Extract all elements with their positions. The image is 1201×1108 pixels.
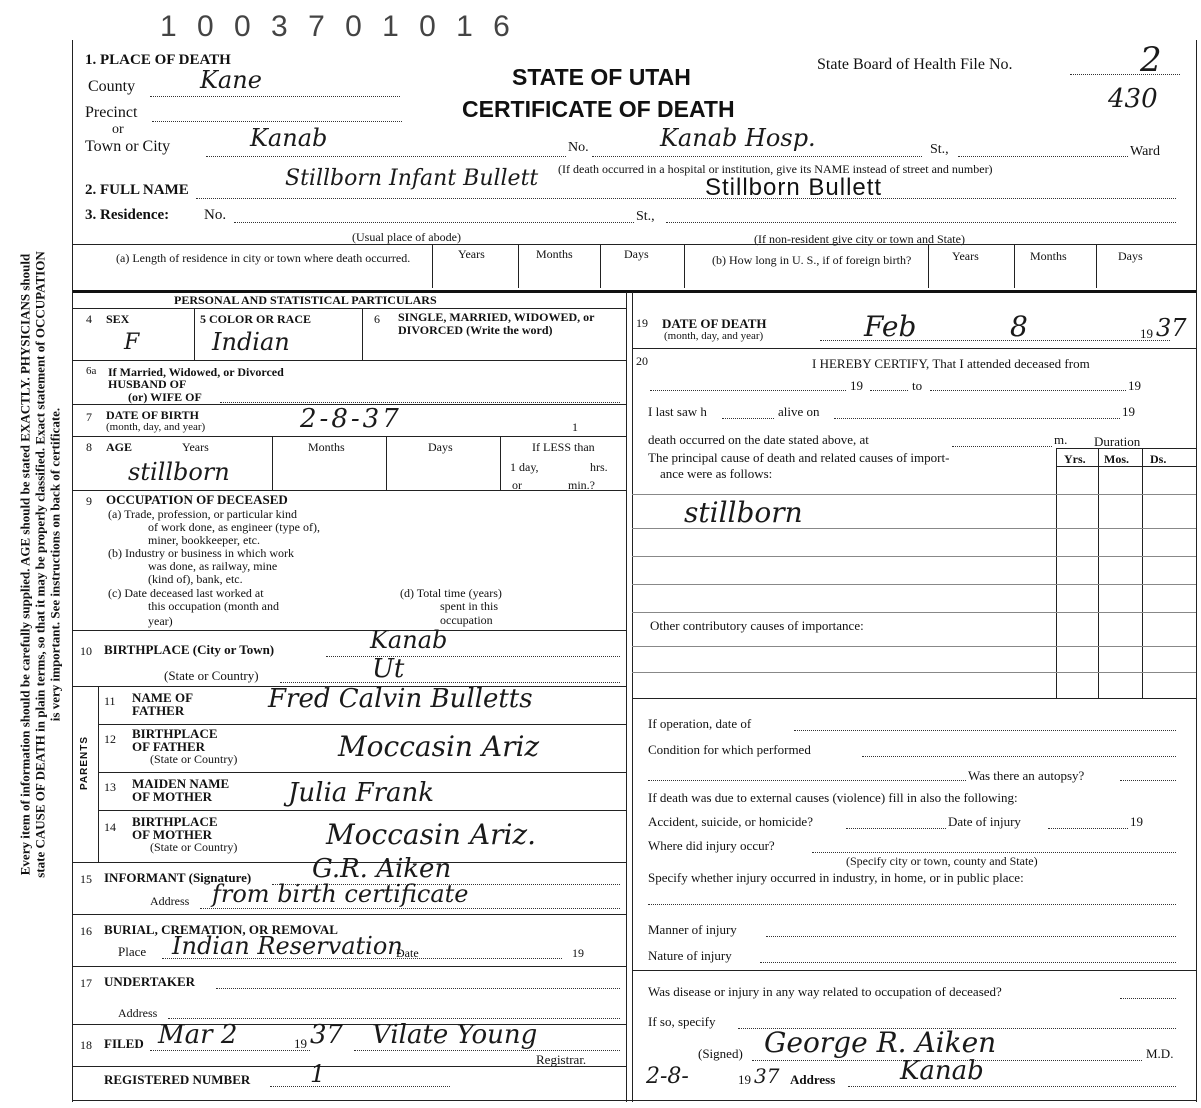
filed-date: Mar 2 xyxy=(158,1020,238,1050)
full-name-label: 2. FULL NAME xyxy=(85,182,189,198)
father-label-2: FATHER xyxy=(132,703,185,718)
occupation-d-line2: spent in this xyxy=(440,599,499,613)
mother-number: 13 xyxy=(104,780,116,794)
father-number: 11 xyxy=(104,694,116,708)
form-right-border xyxy=(1196,40,1197,1102)
ward-label: Ward xyxy=(1130,144,1160,159)
father-birthplace-label-3: (State or Country) xyxy=(150,752,238,766)
county-value: Kane xyxy=(200,66,262,94)
where-injury-label: Where did injury occur? xyxy=(648,838,775,853)
age-days-label: Days xyxy=(428,440,453,454)
death-date-sub-label: (month, day, and year) xyxy=(664,330,764,342)
occupation-d-line1: (d) Total time (years) xyxy=(400,586,502,600)
less-or-label: or xyxy=(512,478,522,492)
certify-to-label: to xyxy=(912,378,923,393)
registrar-label: Registrar. xyxy=(536,1052,587,1067)
autopsy-label: Was there an autopsy? xyxy=(968,768,1085,783)
residence-no-label: No. xyxy=(204,207,227,223)
informant-label: INFORMANT (Signature) xyxy=(104,870,252,885)
certify-from-year: 19 xyxy=(850,378,863,393)
dob-label: DATE OF BIRTH xyxy=(106,408,199,422)
mother-label-1: MAIDEN NAME xyxy=(132,776,230,791)
filed-year: 37 xyxy=(310,1020,344,1050)
occupation-d-line3: occupation xyxy=(440,613,493,627)
occupation-c-line3: year) xyxy=(148,614,173,628)
file-number: 2 xyxy=(1140,40,1162,80)
informant-signature: G.R. Aiken xyxy=(312,854,452,884)
certify-to-year: 19 xyxy=(1128,378,1141,393)
alive-on-label: alive on xyxy=(778,404,820,419)
usual-abode-note: (Usual place of abode) xyxy=(352,230,461,244)
death-month: Feb xyxy=(864,310,917,343)
precinct-label: Precinct xyxy=(85,104,138,121)
foreign-birth-label: (b) How long in U. S., if of foreign birth? xyxy=(712,253,912,267)
local-number: 430 xyxy=(1108,84,1158,114)
street-no-value: Kanab Hosp. xyxy=(660,124,816,152)
state-heading: STATE OF UTAH xyxy=(512,64,691,90)
less-day-label: 1 day, xyxy=(510,460,539,474)
foreign-months-header: Months xyxy=(1030,249,1067,263)
mother-birthplace-number: 14 xyxy=(104,820,116,834)
age-number: 8 xyxy=(86,440,92,454)
less-hrs-label: hrs. xyxy=(590,460,608,474)
personal-section-title: PERSONAL AND STATISTICAL PARTICULARS xyxy=(174,293,437,307)
father-name: Fred Calvin Bulletts xyxy=(268,684,533,714)
informant-address-label: Address xyxy=(150,894,190,908)
side-instructions xyxy=(18,25,63,1105)
foreign-days-header: Days xyxy=(1118,249,1143,263)
occupation-c-line2: this occupation (month and xyxy=(148,599,279,613)
burial-place-label: Place xyxy=(118,944,147,959)
accident-label: Accident, suicide, or homicide? xyxy=(648,814,813,829)
birthplace-number: 10 xyxy=(80,644,92,658)
signature-address-label: Address xyxy=(790,1072,836,1087)
occupation-a-line2: of work done, as engineer (type of), xyxy=(148,520,320,534)
md-label: M.D. xyxy=(1146,1046,1174,1061)
death-occurred-label: death occurred on the date stated above, at xyxy=(648,432,869,447)
color-label: 5 COLOR OR RACE xyxy=(200,312,312,326)
mother-birthplace-label-2: OF MOTHER xyxy=(132,827,213,842)
signature-year: 37 xyxy=(754,1064,780,1088)
dob-value: 2-8-37 xyxy=(300,404,402,434)
dob-sub-label: (month, day, and year) xyxy=(106,421,206,433)
father-birthplace: Moccasin Ariz xyxy=(338,730,540,763)
town-value: Kanab xyxy=(250,124,328,152)
signature-address: Kanab xyxy=(900,1056,984,1086)
principal-cause-line2: ance were as follows: xyxy=(660,466,773,481)
occupation-number: 9 xyxy=(86,494,92,508)
undertaker-label: UNDERTAKER xyxy=(104,974,196,989)
husband-label-2: HUSBAND OF xyxy=(108,377,187,391)
father-birthplace-label-2: OF FATHER xyxy=(132,739,206,754)
duration-yrs-header: Yrs. xyxy=(1064,452,1086,466)
occupation-b-line3: (kind of), bank, etc. xyxy=(148,572,243,586)
undertaker-address-label: Address xyxy=(118,1006,158,1020)
parents-vertical-label: PARENTS xyxy=(79,735,90,790)
signature-year-prefix: 19 xyxy=(738,1072,751,1087)
father-birthplace-label-1: BIRTHPLACE xyxy=(132,726,218,741)
dob-mark: 1 xyxy=(572,420,578,434)
related-occupation-label: Was disease or injury in any way related to occupation of deceased? xyxy=(648,984,1002,999)
side-instructions-line2: state CAUSE OF DEATH in plain terms, so that it may be properly classified. Exact statement of OCCUPATION xyxy=(32,251,48,878)
husband-label-3: (or) WIFE OF xyxy=(128,390,202,404)
filed-year-prefix: 19 xyxy=(294,1036,307,1051)
or-label: or xyxy=(112,122,124,137)
birthplace-state-label: (State or Country) xyxy=(164,668,259,683)
death-day: 8 xyxy=(1010,310,1028,343)
duration-ds-header: Ds. xyxy=(1150,452,1167,466)
duration-mos-header: Mos. xyxy=(1104,452,1129,466)
town-label: Town or City xyxy=(85,138,171,155)
marital-label: SINGLE, MARRIED, WIDOWED, or DIVORCED (Write the word) xyxy=(398,310,595,337)
birthplace-city: Kanab xyxy=(370,626,448,654)
side-instructions-line1: Every item of information should be carefully supplied. AGE should be stated EXACTLY. PHYSICIANS should xyxy=(17,253,33,876)
occupation-label: OCCUPATION OF DECEASED xyxy=(106,492,288,507)
street-label: St., xyxy=(930,142,949,157)
informant-number: 15 xyxy=(80,872,92,886)
cause-of-death: stillborn xyxy=(684,496,803,529)
father-label-1: NAME OF xyxy=(132,690,194,705)
specify-city-note: (Specify city or town, county and State) xyxy=(846,854,1038,868)
burial-year-prefix: 19 xyxy=(572,946,584,960)
color-value: Indian xyxy=(212,328,290,356)
last-saw-label: I last saw h xyxy=(648,404,707,419)
mother-birthplace-label-3: (State or Country) xyxy=(150,840,238,854)
age-months-label: Months xyxy=(308,440,345,454)
signed-label: (Signed) xyxy=(698,1046,743,1061)
foreign-years-header: Years xyxy=(952,249,979,263)
occupation-b-line1: (b) Industry or business in which work xyxy=(108,546,294,560)
duration-label: Duration xyxy=(1094,434,1141,449)
street-no-label: No. xyxy=(568,140,589,155)
burial-label: BURIAL, CREMATION, OR REMOVAL xyxy=(104,922,338,937)
length-months-header: Months xyxy=(536,247,573,261)
signature-date: 2-8- xyxy=(646,1064,689,1089)
physician-signature: George R. Aiken xyxy=(764,1026,997,1059)
hospital-note: (If death occurred in a hospital or institution, give its NAME instead of street and number) xyxy=(558,162,993,176)
length-years-header: Years xyxy=(458,247,485,261)
county-label: County xyxy=(88,78,136,95)
dob-number: 7 xyxy=(86,410,92,424)
place-of-death-label: 1. PLACE OF DEATH xyxy=(85,52,231,68)
full-name-typed: Stillborn Bullett xyxy=(705,174,883,201)
mother-name: Julia Frank xyxy=(288,778,435,808)
external-causes-label: If death was due to external causes (violence) fill in also the following: xyxy=(648,790,1018,805)
burial-number: 16 xyxy=(80,924,92,938)
length-days-header: Days xyxy=(624,247,649,261)
husband-label-1: If Married, Widowed, or Divorced xyxy=(108,365,284,379)
residence-label: 3. Residence: xyxy=(85,207,170,223)
residence-street-label: St., xyxy=(636,209,655,224)
principal-cause-line1: The principal cause of death and related causes of import- xyxy=(648,450,950,465)
certify-number: 20 xyxy=(636,354,648,368)
alive-on-year: 19 xyxy=(1122,404,1135,419)
if-so-label: If so, specify xyxy=(648,1014,716,1029)
sex-number: 4 xyxy=(86,312,92,326)
mother-birthplace: Moccasin Ariz. xyxy=(326,818,537,851)
death-year-prefix: 19 xyxy=(1140,326,1153,341)
sex-value: F xyxy=(124,330,140,355)
informant-address: from birth certificate xyxy=(212,880,469,908)
occupation-c-line1: (c) Date deceased last worked at xyxy=(108,586,264,600)
birthplace-state: Ut xyxy=(372,654,405,684)
date-injury-label: Date of injury xyxy=(948,814,1021,829)
specify-industry-label: Specify whether injury occurred in industry, in home, or in public place: xyxy=(648,870,1024,885)
serial-number: 1 0 0 3 7 0 1 0 1 6 xyxy=(160,10,516,43)
filed-number: 18 xyxy=(80,1038,92,1052)
registered-number-value: 1 xyxy=(310,1060,326,1088)
less-min-label: min.? xyxy=(568,478,595,492)
full-name-handwritten: Stillborn Infant Bullett xyxy=(285,166,539,191)
mother-label-2: OF MOTHER xyxy=(132,789,213,804)
file-number-label: State Board of Health File No. xyxy=(817,56,1013,73)
death-date-number: 19 xyxy=(636,316,648,330)
form-left-border xyxy=(72,40,73,1102)
injury-year-prefix: 19 xyxy=(1130,814,1143,829)
side-instructions-line3: is very important. See instructions on back of certificate. xyxy=(47,407,63,722)
birthplace-label: BIRTHPLACE (City or Town) xyxy=(104,642,275,657)
burial-date-label: Date xyxy=(396,946,419,960)
burial-place: Indian Reservation xyxy=(172,932,403,960)
husband-number: 6a xyxy=(86,365,97,377)
m-label: m. xyxy=(1054,432,1068,447)
registrar-signature: Vilate Young xyxy=(372,1020,538,1050)
age-years-label: Years xyxy=(182,440,209,454)
other-causes-label: Other contributory causes of importance: xyxy=(650,618,864,633)
nature-injury-label: Nature of injury xyxy=(648,948,732,963)
death-date-label: DATE OF DEATH xyxy=(662,316,767,331)
operation-condition-label: Condition for which performed xyxy=(648,742,811,757)
less-than-label: If LESS than xyxy=(532,440,595,454)
age-label: AGE xyxy=(106,440,133,454)
occupation-a-line3: miner, bookkeeper, etc. xyxy=(148,533,260,547)
undertaker-number: 17 xyxy=(80,976,92,990)
marital-number: 6 xyxy=(374,312,380,326)
certify-line1: I HEREBY CERTIFY, That I attended deceased from xyxy=(812,356,1090,371)
sex-label: SEX xyxy=(106,312,130,326)
occupation-a-line1: (a) Trade, profession, or particular kind xyxy=(108,507,297,521)
nonresident-note: (If non-resident give city or town and State) xyxy=(754,232,965,246)
registered-number-label: REGISTERED NUMBER xyxy=(104,1072,251,1087)
mother-birthplace-label-1: BIRTHPLACE xyxy=(132,814,218,829)
operation-date-label: If operation, date of xyxy=(648,716,752,731)
manner-injury-label: Manner of injury xyxy=(648,922,737,937)
father-birthplace-number: 12 xyxy=(104,732,116,746)
death-year: 37 xyxy=(1156,314,1187,342)
occupation-b-line2: was done, as railway, mine xyxy=(148,559,278,573)
filed-label: FILED xyxy=(104,1036,144,1051)
length-residence-label: (a) Length of residence in city or town where death occurred. xyxy=(116,251,411,265)
age-value: stillborn xyxy=(128,458,230,486)
certificate-title: CERTIFICATE OF DEATH xyxy=(462,96,735,122)
